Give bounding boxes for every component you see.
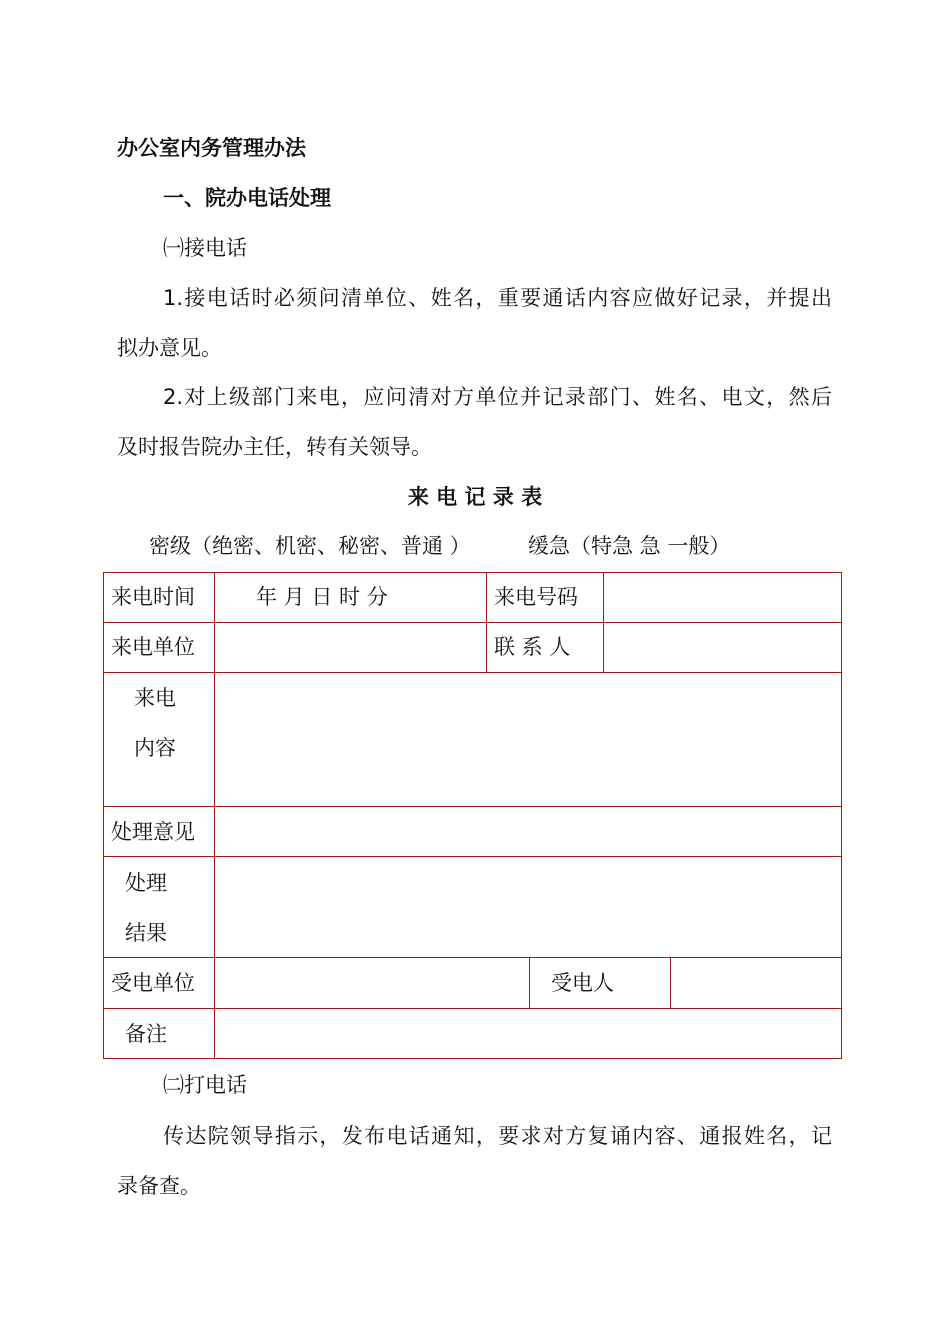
caller-number-label: 来电号码	[494, 585, 578, 609]
handling-opinion-field[interactable]	[215, 807, 841, 856]
subsection-heading: ㈠接电话	[163, 236, 247, 260]
paragraph-2-line-2: 及时报告院办主任，转有关领导。	[117, 435, 432, 459]
paragraph-1-line-1: 1.接电话时必须问清单位、姓名，重要通话内容应做好记录，并提出	[163, 286, 832, 310]
call-time-field[interactable]: 年 月 日 时 分	[256, 585, 388, 609]
caller-unit-field[interactable]	[215, 623, 486, 672]
handling-result-label-line-1: 处理	[125, 871, 167, 895]
receiver-field[interactable]	[671, 958, 841, 1008]
handling-result-label-line-2: 结果	[125, 921, 167, 945]
call-content-label-line-2: 内容	[134, 736, 176, 760]
form-title: 来 电 记 录 表	[407, 485, 543, 509]
remarks-label: 备注	[125, 1022, 167, 1046]
paragraph-3-line-1: 传达院领导指示，发布电话通知，要求对方复诵内容、通报姓名，记	[163, 1124, 832, 1148]
contact-person-field[interactable]	[604, 623, 841, 672]
remarks-field[interactable]	[215, 1009, 841, 1058]
paragraph-2-line-1: 2.对上级部门来电，应问清对方单位并记录部门、姓名、电文，然后	[163, 385, 832, 409]
section-heading: 一、院办电话处理	[163, 186, 331, 210]
subsection-heading-2: ㈡打电话	[163, 1073, 247, 1097]
contact-person-label: 联 系 人	[494, 635, 571, 659]
receiving-unit-label: 受电单位	[111, 971, 195, 995]
paragraph-3-line-2: 录备查。	[117, 1174, 201, 1198]
call-time-label: 来电时间	[111, 585, 195, 609]
receiving-unit-field[interactable]	[215, 958, 529, 1008]
call-content-field[interactable]	[215, 673, 841, 806]
paragraph-1-line-2: 拟办意见。	[117, 336, 222, 360]
call-content-label-line-1: 来电	[134, 686, 176, 710]
receiver-label: 受电人	[551, 971, 614, 995]
caller-unit-label: 来电单位	[111, 635, 195, 659]
urgency-options: 缓急（特急 急 一般）	[528, 534, 731, 558]
handling-result-field[interactable]	[215, 857, 841, 957]
page-title: 办公室内务管理办法	[117, 136, 306, 160]
classification-options: 密级（绝密、机密、秘密、普通 ）	[149, 534, 471, 558]
call-record-table	[103, 572, 842, 1059]
handling-opinion-label: 处理意见	[111, 820, 195, 844]
caller-number-field[interactable]	[604, 573, 841, 622]
